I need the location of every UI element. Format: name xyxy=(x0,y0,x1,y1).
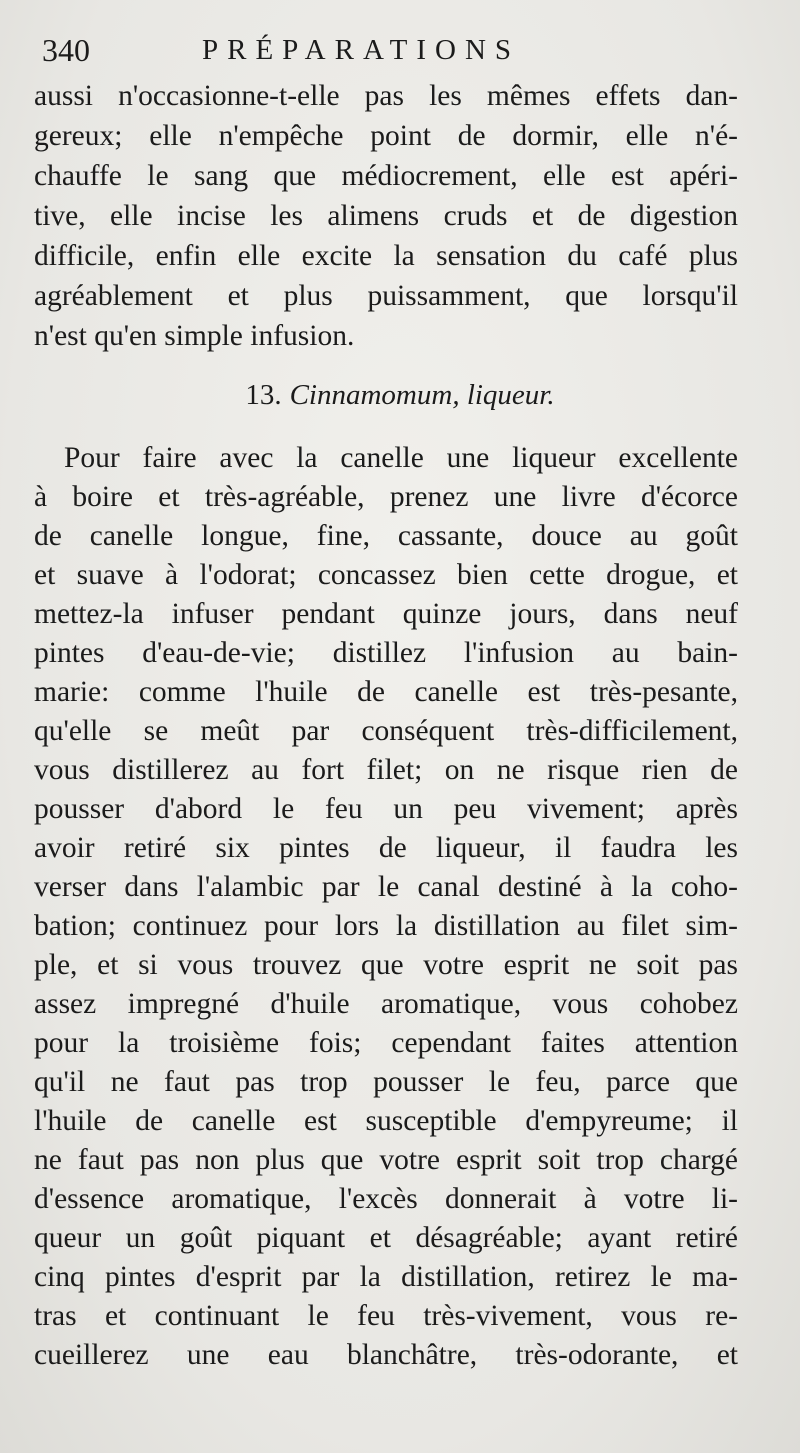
text-line: difficile, enfin elle excite la sensation du café plus xyxy=(34,240,738,272)
text-line: qu'elle se meût par conséquent très-difficilement, xyxy=(34,715,738,747)
text-line: de canelle longue, fine, cassante, douce au goût xyxy=(34,520,738,552)
text-line: gereux; elle n'empêche point de dormir, elle n'é- xyxy=(34,120,738,152)
text-line: assez impregné d'huile aromatique, vous cohobez xyxy=(34,988,738,1020)
text-line: aussi n'occasionne-t-elle pas les mêmes effets dan- xyxy=(34,80,738,112)
text-line: qu'il ne faut pas trop pousser le feu, parce que xyxy=(34,1066,738,1098)
text-line: bation; continuez pour lors la distillation au filet sim- xyxy=(34,910,738,942)
text-line: avoir retiré six pintes de liqueur, il faudra les xyxy=(34,832,738,864)
text-line: l'huile de canelle est susceptible d'empyreume; il xyxy=(34,1105,738,1137)
text-line: cueillerez une eau blanchâtre, très-odorante, et xyxy=(34,1339,738,1371)
text-line: d'essence aromatique, l'excès donnerait à votre li- xyxy=(34,1183,738,1215)
text-line: pour la troisième fois; cependant faites attention xyxy=(34,1027,738,1059)
page-header xyxy=(42,28,758,72)
text-line: tive, elle incise les alimens cruds et de digestion xyxy=(34,200,738,232)
text-line: ple, et si vous trouvez que votre esprit ne soit pas xyxy=(34,949,738,981)
text-line: verser dans l'alambic par le canal destiné à la coho- xyxy=(34,871,738,903)
section-number: 13. xyxy=(245,379,282,411)
section-heading xyxy=(0,374,800,416)
text-line: Pour faire avec la canelle une liqueur excellente xyxy=(64,442,738,474)
text-line: mettez-la infuser pendant quinze jours, dans neuf xyxy=(34,598,738,630)
running-title: PRÉPARATIONS xyxy=(202,34,521,66)
text-line: à boire et très-agréable, prenez une livre d'écorce xyxy=(34,481,738,513)
text-line: agréablement et plus puissamment, que lorsqu'il xyxy=(34,280,738,312)
page-number: 340 xyxy=(42,32,90,68)
text-line: n'est qu'en simple infusion. xyxy=(34,320,355,352)
text-line: queur un goût piquant et désagréable; ayant retiré xyxy=(34,1222,738,1254)
text-line: marie: comme l'huile de canelle est très-pesante, xyxy=(34,676,738,708)
text-line: cinq pintes d'esprit par la distillation, retirez le ma- xyxy=(34,1261,738,1293)
text-line: chauffe le sang que médiocrement, elle est apéri- xyxy=(34,160,738,192)
text-line: ne faut pas non plus que votre esprit soit trop chargé xyxy=(34,1144,738,1176)
text-line: pousser d'abord le feu un peu vivement; après xyxy=(34,793,738,825)
text-line: tras et continuant le feu très-vivement, vous re- xyxy=(34,1300,738,1332)
text-line: et suave à l'odorat; concassez bien cette drogue, et xyxy=(34,559,738,591)
text-line: vous distillerez au fort filet; on ne risque rien de xyxy=(34,754,738,786)
text-line: pintes d'eau-de-vie; distillez l'infusion au bain- xyxy=(34,637,738,669)
section-title: Cinnamomum, liqueur. xyxy=(289,379,555,411)
